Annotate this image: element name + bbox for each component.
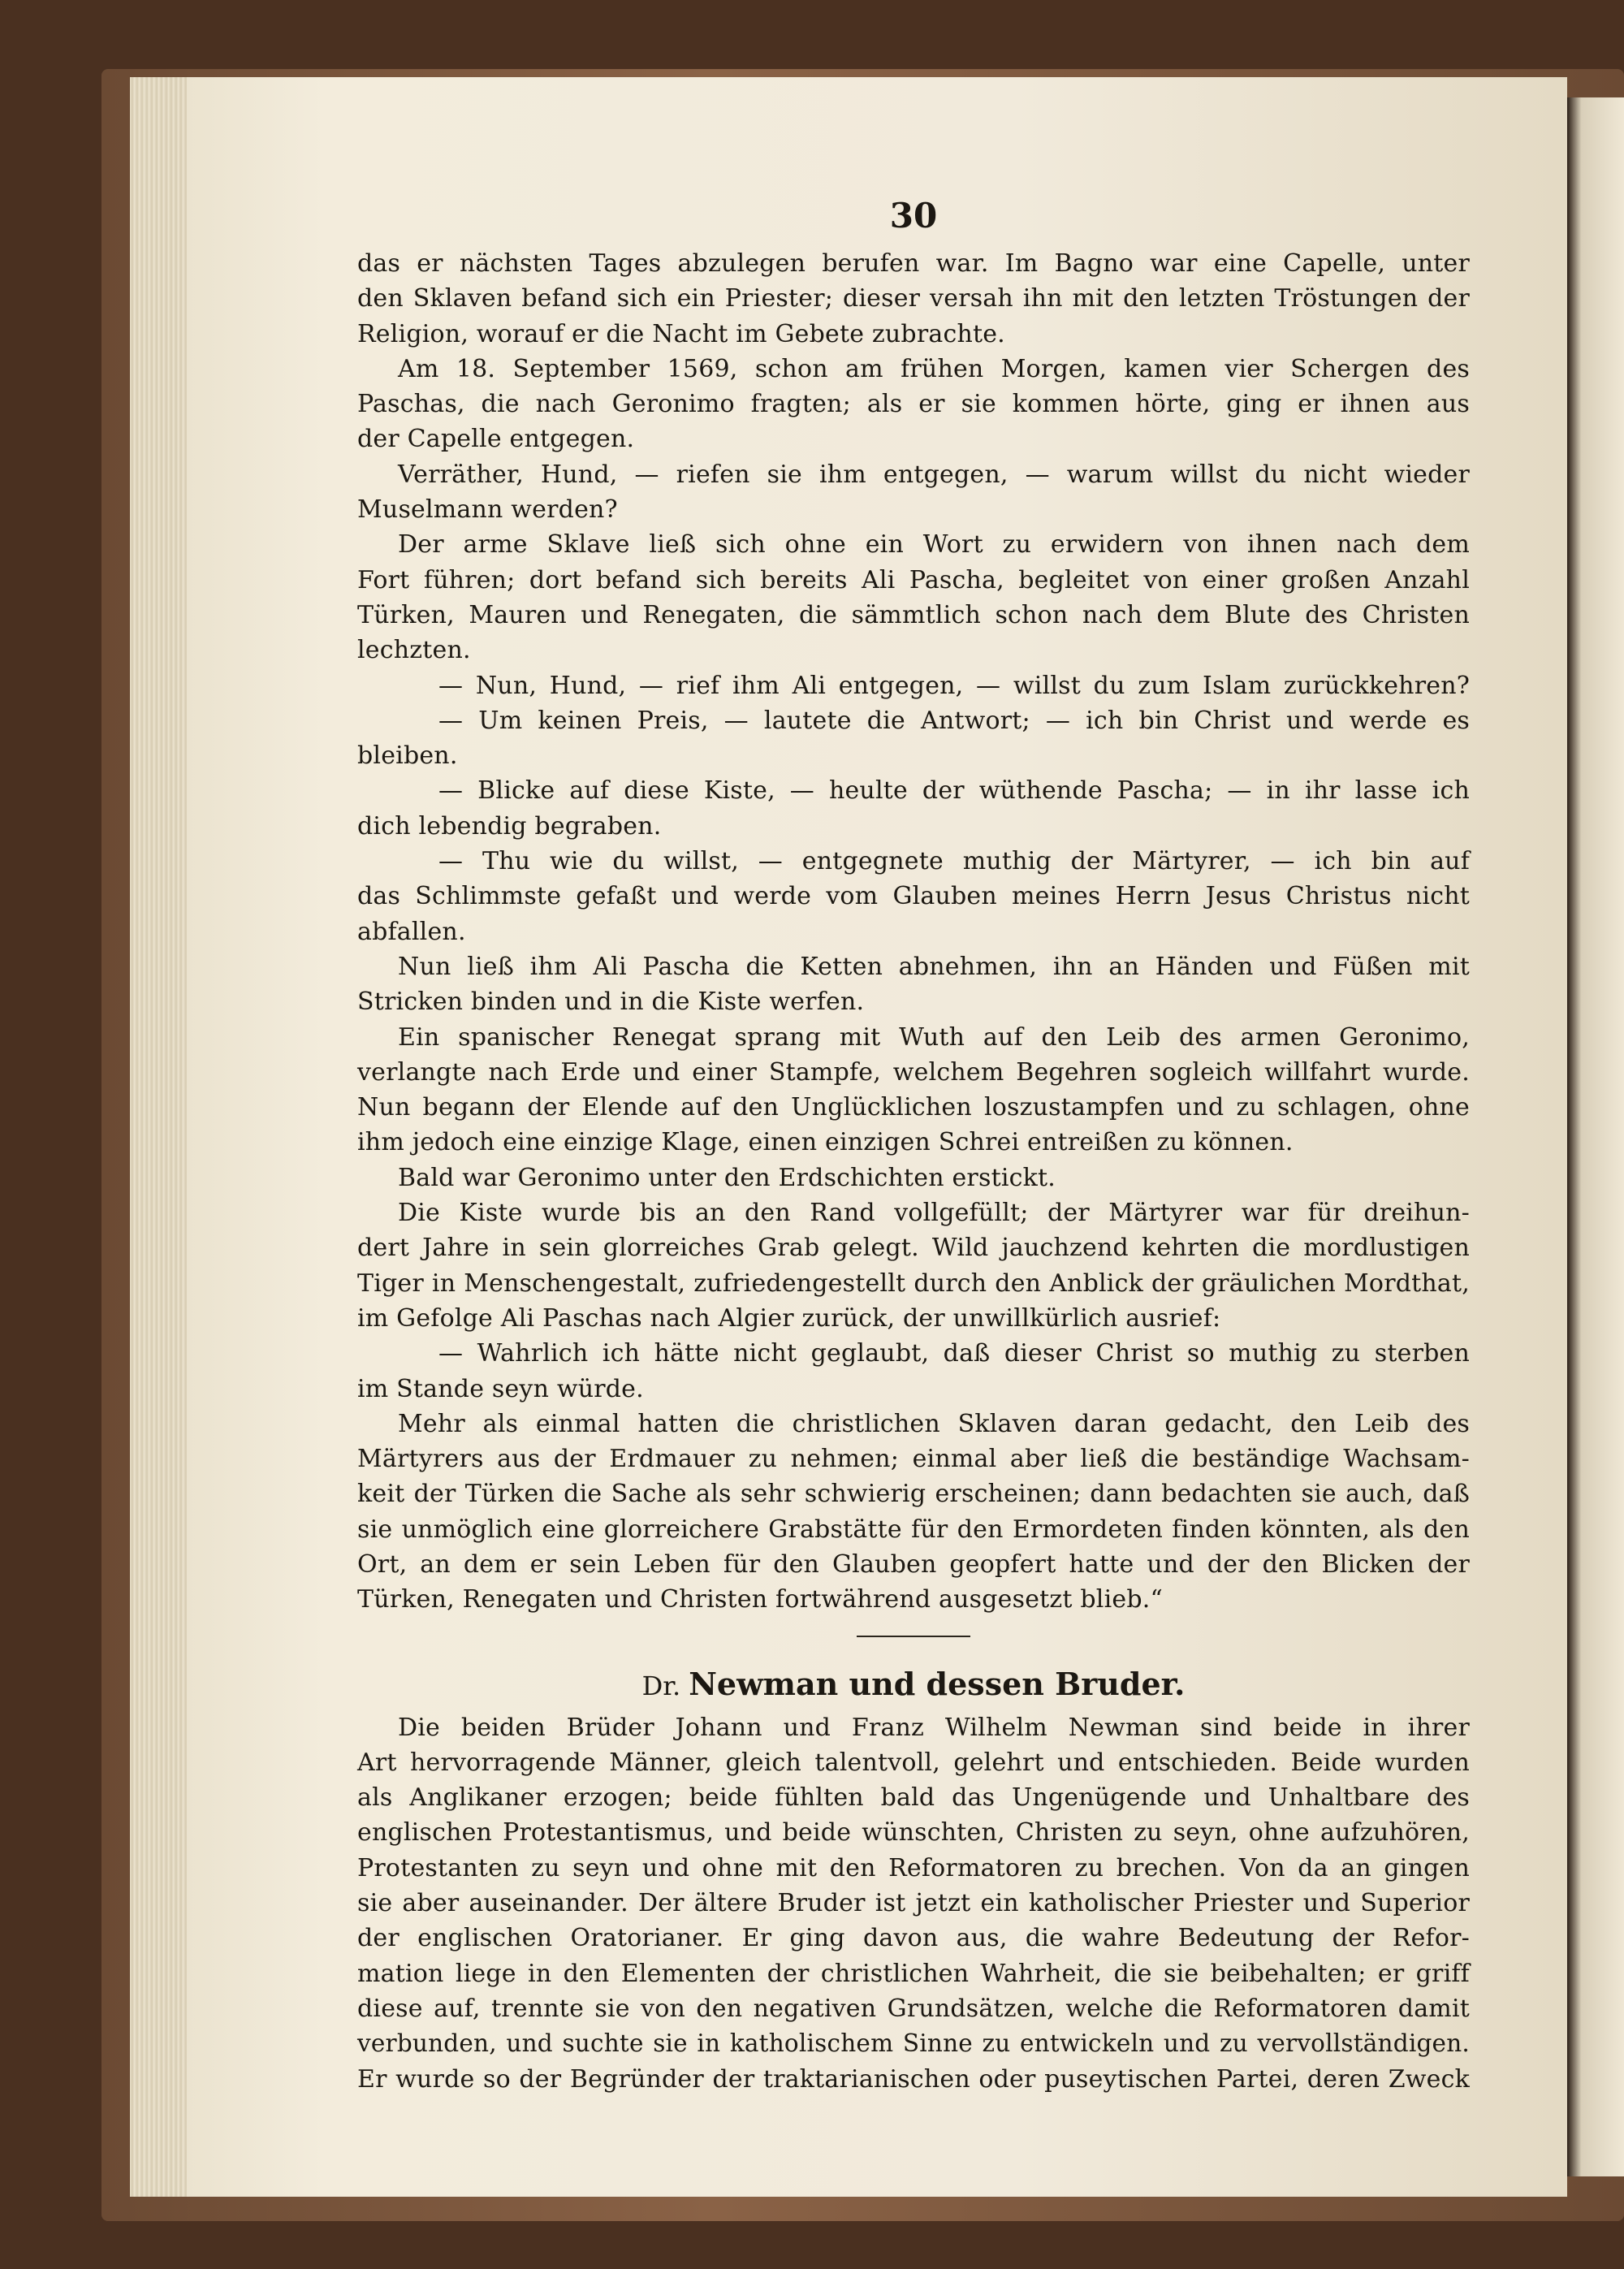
page-block-edge [130, 77, 187, 2197]
text-line: den Sklaven befand sich ein Priester; dieser versah ihn mit den letzten Tröstungen der [357, 284, 1470, 313]
text-line: im Stande seyn würde. [357, 1374, 644, 1403]
section-newman [357, 1710, 1470, 2097]
text-line: Fort führen; dort befand sich bereits Ali Pascha, begleitet von einer großen Anzahl [357, 565, 1470, 594]
text-line: Bald war Geronimo unter den Erdschichten erstickt. [398, 1163, 1056, 1192]
text-line: Paschas, die nach Geronimo fragten; als er sie kommen hörte, ging er ihnen aus [357, 390, 1470, 419]
text-line: diese auf, trennte sie von den negativen Grundsätzen, welche die Reformatoren damit [357, 1994, 1470, 2023]
text-line: verbunden, und suchte sie in katholischem Sinne zu entwickeln und zu vervollständigen. [357, 2029, 1470, 2058]
text-line: Mehr als einmal hatten die christlichen Sklaven daran gedacht, den Leib des [398, 1409, 1470, 1438]
text-line: im Gefolge Ali Paschas nach Algier zurück, der unwillkürlich ausrief: [357, 1303, 1221, 1333]
section-geronimo [357, 246, 1470, 1618]
text-line: Ein spanischer Renegat sprang mit Wuth auf den Leib des armen Geronimo, [398, 1022, 1470, 1052]
text-line: Stricken binden und in die Kiste werfen. [357, 988, 865, 1017]
text-line: Türken, Mauren und Renegaten, die sämmtlich schon nach dem Blute des Christen [357, 600, 1470, 629]
text-line: der englischen Oratorianer. Er ging davon aus, die wahre Bedeutung der Refor- [357, 1924, 1470, 1953]
text-line: Protestanten zu seyn und ohne mit den Reformatoren zu brechen. Von da an gingen [357, 1853, 1470, 1882]
text-line: dich lebendig begraben. [357, 811, 662, 841]
text-line: Die beiden Brüder Johann und Franz Wilhelm Newman sind beide in ihrer [398, 1713, 1470, 1742]
text-line: Muselmann werden? [357, 495, 618, 525]
text-line: Er wurde so der Begründer der traktarianischen oder puseytischen Partei, deren Zweck [357, 2064, 1470, 2094]
text-line: das er nächsten Tages abzulegen berufen war. Im Bagno war eine Capelle, unter [357, 249, 1470, 278]
section-heading [357, 1665, 1470, 1705]
text-line: das Schlimmste gefaßt und werde vom Glauben meines Herrn Jesus Christus nicht [357, 882, 1470, 911]
text-line: keit der Türken die Sache als sehr schwierig erscheinen; dann bedachten sie auch, daß [357, 1480, 1470, 1509]
text-line: sie unmöglich eine glorreichere Grabstätte für den Ermordeten finden könnten, als den [357, 1515, 1470, 1544]
heading-prefix: Dr. [641, 1670, 681, 1701]
page-text [357, 196, 1470, 2097]
text-line: Tiger in Menschengestalt, zufriedengestellt durch den Anblick der gräulichen Mordthat, [357, 1268, 1470, 1298]
text-line: Die Kiste wurde bis an den Rand vollgefüllt; der Märtyrer war für dreihun- [398, 1199, 1470, 1228]
text-line: Religion, worauf er die Nacht im Gebete zubrachte. [357, 319, 1005, 348]
text-line: sie aber auseinander. Der ältere Bruder ist jetzt ein katholischer Priester und Superior [357, 1889, 1470, 1918]
text-line: Nun begann der Elende auf den Unglücklichen loszustampfen und zu schlagen, ohne [357, 1093, 1470, 1122]
text-line: dert Jahre in sein glorreiches Grab gelegt. Wild jauchzend kehrten die mordlustigen [357, 1234, 1470, 1263]
text-line: — Wahrlich ich hätte nicht geglaubt, daß dieser Christ so muthig zu sterben [438, 1339, 1470, 1368]
text-line: — Um keinen Preis, — lautete die Antwort; — ich bin Christ und werde es [438, 706, 1470, 735]
heading-title: Newman und dessen Bruder. [689, 1665, 1186, 1702]
text-line: — Nun, Hund, — rief ihm Ali entgegen, — willst du zum Islam zurückkehren? [438, 671, 1470, 700]
text-line: lechzten. [357, 636, 471, 665]
section-divider [857, 1636, 970, 1637]
text-line: Nun ließ ihm Ali Pascha die Ketten abnehmen, ihn an Händen und Füßen mit [398, 952, 1470, 981]
text-line: Türken, Renegaten und Christen fortwährend ausgesetzt blieb.“ [357, 1585, 1164, 1614]
text-line: mation liege in den Elementen der christlichen Wahrheit, die sie beibehalten; er griff [357, 1959, 1470, 1988]
text-line: bleiben. [357, 741, 458, 771]
text-line: Art hervorragende Männer, gleich talentvoll, gelehrt und entschieden. Beide wurden [357, 1748, 1470, 1777]
text-line: ihm jedoch eine einzige Klage, einen einzigen Schrei entreißen zu können. [357, 1128, 1294, 1157]
text-line: englischen Protestantismus, und beide wünschten, Christen zu seyn, ohne aufzuhören, [357, 1818, 1470, 1848]
text-line: Am 18. September 1569, schon am frühen Morgen, kamen vier Schergen des [398, 354, 1470, 383]
text-line: Ort, an dem er sein Leben für den Glauben geopfert hatte und der den Blicken der [357, 1549, 1470, 1579]
text-line: Verräther, Hund, — riefen sie ihm entgegen, — warum willst du nicht wieder [398, 460, 1470, 489]
text-line: Märtyrers aus der Erdmauer zu nehmen; einmal aber ließ die beständige Wachsam- [357, 1445, 1470, 1474]
text-line: — Thu wie du willst, — entgegnete muthig der Märtyrer, — ich bin auf [438, 847, 1470, 876]
text-line: als Anglikaner erzogen; beide fühlten bald das Ungenügende und Unhaltbare des [357, 1783, 1470, 1813]
page-number: 30 [889, 196, 938, 236]
text-line: — Blicke auf diese Kiste, — heulte der wüthende Pascha; — in ihr lasse ich [438, 776, 1470, 806]
text-line: Der arme Sklave ließ sich ohne ein Wort zu erwidern von ihnen nach dem [398, 530, 1470, 560]
text-line: abfallen. [357, 917, 466, 946]
text-line: verlangte nach Erde und einer Stampfe, welchem Begehren sogleich willfahrt wurde. [357, 1057, 1470, 1087]
facing-page-edge [1567, 97, 1624, 2176]
text-line: der Capelle entgegen. [357, 425, 635, 454]
